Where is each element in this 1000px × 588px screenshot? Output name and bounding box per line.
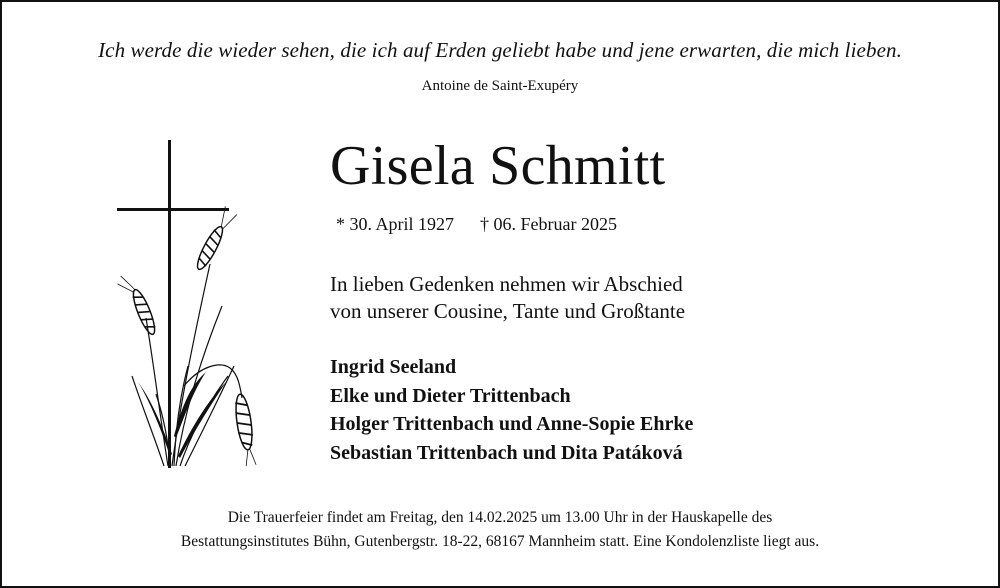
mourner-name: Ingrid Seeland [330,356,457,378]
funeral-service-info [0,506,1000,554]
life-dates [336,214,617,235]
mourner-name: Holger Trittenbach und Anne-Sopie Ehrke [330,413,694,435]
cross-with-wheat-icon [110,136,260,470]
farewell-line: In lieben Gedenken nehmen wir Abschied [330,272,683,296]
mourners-list [330,353,693,467]
quote-author: Antoine de Saint-Exupéry [421,78,579,94]
farewell-line: von unserer Cousine, Tante und Großtante [330,299,686,323]
death-date: † 06. Februar 2025 [480,214,617,234]
farewell-text [330,271,685,325]
mourner-name: Sebastian Trittenbach und Dita Patáková [330,441,683,464]
mourner-name: Elke und Dieter Trittenbach [330,384,571,407]
birth-date: * 30. April 1927 [336,214,455,234]
quote-text: Ich werde die wieder sehen, die ich auf Erden geliebt habe und jene erwarten, die mich lieben. [98,38,902,62]
service-line: Bestattungsinstitutes Bühn, Gutenbergstr. 18-22, 68167 Mannheim statt. Eine Kondolenzliste liegt aus. [180,533,820,550]
deceased-name: Gisela Schmitt [330,135,666,197]
service-line: Die Trauerfeier findet am Freitag, den 14.02.2025 um 13.00 Uhr in der Hauskapelle des [227,509,773,526]
